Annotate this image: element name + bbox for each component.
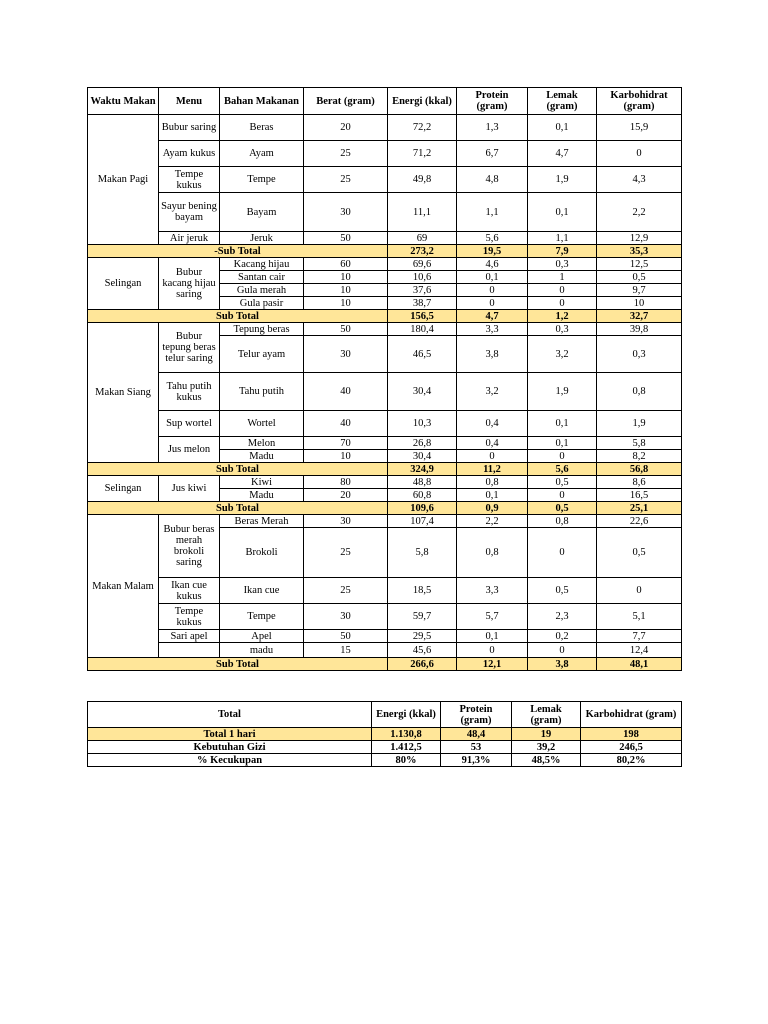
summary-karbo: 246,5 (581, 741, 682, 754)
summary-header-protein: Protein (gram) (441, 702, 512, 728)
protein-cell: 0,1 (457, 271, 528, 284)
lemak-cell: 0,1 (528, 411, 597, 437)
karbo-cell: 0,5 (597, 528, 682, 578)
subtotal-row (88, 310, 682, 323)
karbo-cell: 7,7 (597, 630, 682, 643)
energi-cell: 10,3 (388, 411, 457, 437)
berat-cell: 25 (304, 578, 388, 604)
waktu-cell: Selingan (88, 258, 159, 310)
menu-table (87, 87, 682, 671)
berat-cell: 10 (304, 271, 388, 284)
header-bahan: Bahan Makanan (220, 88, 304, 115)
bahan-cell: Madu (220, 489, 304, 502)
summary-label: Kebutuhan Gizi (88, 741, 372, 754)
summary-energi: 80% (372, 754, 441, 767)
table-row (88, 411, 682, 437)
berat-cell: 25 (304, 141, 388, 167)
summary-energi: 1.130,8 (372, 728, 441, 741)
summary-label: Total 1 hari (88, 728, 372, 741)
energi-cell: 59,7 (388, 604, 457, 630)
summary-header-karbo: Karbohidrat (gram) (581, 702, 682, 728)
protein-cell: 5,7 (457, 604, 528, 630)
energi-cell: 10,6 (388, 271, 457, 284)
karbo-cell: 10 (597, 297, 682, 310)
menu-cell (159, 643, 220, 658)
karbo-cell: 0,5 (597, 271, 682, 284)
berat-cell: 30 (304, 336, 388, 373)
summary-header-lemak: Lemak (gram) (512, 702, 581, 728)
menu-cell: Tempe kukus (159, 167, 220, 193)
berat-cell: 10 (304, 450, 388, 463)
subtotal-row (88, 658, 682, 671)
menu-cell: Sayur bening bayam (159, 193, 220, 232)
subtotal-row (88, 245, 682, 258)
header-waktu: Waktu Makan (88, 88, 159, 115)
subtotal-karbo: 35,3 (597, 245, 682, 258)
subtotal-karbo: 32,7 (597, 310, 682, 323)
protein-cell: 2,2 (457, 515, 528, 528)
protein-cell: 3,3 (457, 578, 528, 604)
lemak-cell: 1,9 (528, 167, 597, 193)
table-row (88, 643, 682, 658)
berat-cell: 60 (304, 258, 388, 271)
energi-cell: 60,8 (388, 489, 457, 502)
energi-cell: 30,4 (388, 450, 457, 463)
karbo-cell: 12,5 (597, 258, 682, 271)
subtotal-lemak: 0,5 (528, 502, 597, 515)
subtotal-energi: 324,9 (388, 463, 457, 476)
berat-cell: 50 (304, 630, 388, 643)
subtotal-label: -Sub Total (88, 245, 388, 258)
energi-cell: 26,8 (388, 437, 457, 450)
summary-energi: 1.412,5 (372, 741, 441, 754)
menu-cell: Sup wortel (159, 411, 220, 437)
lemak-cell: 3,2 (528, 336, 597, 373)
berat-cell: 40 (304, 411, 388, 437)
summary-row-total (88, 728, 682, 741)
table-row (88, 373, 682, 411)
energi-cell: 30,4 (388, 373, 457, 411)
karbo-cell: 12,4 (597, 643, 682, 658)
berat-cell: 70 (304, 437, 388, 450)
karbo-cell: 4,3 (597, 167, 682, 193)
lemak-cell: 0,2 (528, 630, 597, 643)
protein-cell: 5,6 (457, 232, 528, 245)
subtotal-protein: 4,7 (457, 310, 528, 323)
waktu-cell: Selingan (88, 476, 159, 502)
lemak-cell: 0,5 (528, 578, 597, 604)
bahan-cell: Gula merah (220, 284, 304, 297)
header-karbo: Karbohidrat (gram) (597, 88, 682, 115)
lemak-cell: 1 (528, 271, 597, 284)
protein-cell: 0,4 (457, 437, 528, 450)
subtotal-karbo: 25,1 (597, 502, 682, 515)
menu-cell: Sari apel (159, 630, 220, 643)
energi-cell: 29,5 (388, 630, 457, 643)
energi-cell: 71,2 (388, 141, 457, 167)
subtotal-karbo: 48,1 (597, 658, 682, 671)
bahan-cell: Tempe (220, 604, 304, 630)
protein-cell: 0,1 (457, 489, 528, 502)
menu-cell: Tempe kukus (159, 604, 220, 630)
lemak-cell: 0 (528, 489, 597, 502)
karbo-cell: 0,8 (597, 373, 682, 411)
energi-cell: 69 (388, 232, 457, 245)
bahan-cell: Brokoli (220, 528, 304, 578)
protein-cell: 6,7 (457, 141, 528, 167)
bahan-cell: Tempe (220, 167, 304, 193)
lemak-cell: 0 (528, 284, 597, 297)
table-row (88, 604, 682, 630)
subtotal-energi: 156,5 (388, 310, 457, 323)
energi-cell: 18,5 (388, 578, 457, 604)
berat-cell: 15 (304, 643, 388, 658)
protein-cell: 4,8 (457, 167, 528, 193)
table-row (88, 115, 682, 141)
summary-lemak: 39,2 (512, 741, 581, 754)
menu-cell: Ikan cue kukus (159, 578, 220, 604)
protein-cell: 0 (457, 643, 528, 658)
table-row (88, 193, 682, 232)
karbo-cell: 0 (597, 578, 682, 604)
protein-cell: 0 (457, 284, 528, 297)
subtotal-lemak: 3,8 (528, 658, 597, 671)
berat-cell: 25 (304, 528, 388, 578)
menu-cell: Bubur tepung beras telur saring (159, 323, 220, 373)
berat-cell: 25 (304, 167, 388, 193)
berat-cell: 10 (304, 297, 388, 310)
menu-cell: Ayam kukus (159, 141, 220, 167)
summary-header-row (88, 702, 682, 728)
energi-cell: 48,8 (388, 476, 457, 489)
summary-protein: 53 (441, 741, 512, 754)
menu-cell: Jus melon (159, 437, 220, 463)
table-row (88, 437, 682, 450)
lemak-cell: 0,5 (528, 476, 597, 489)
berat-cell: 50 (304, 323, 388, 336)
karbo-cell: 15,9 (597, 115, 682, 141)
energi-cell: 37,6 (388, 284, 457, 297)
karbo-cell: 2,2 (597, 193, 682, 232)
energi-cell: 45,6 (388, 643, 457, 658)
protein-cell: 3,8 (457, 336, 528, 373)
header-berat: Berat (gram) (304, 88, 388, 115)
subtotal-label: Sub Total (88, 310, 388, 323)
energi-cell: 107,4 (388, 515, 457, 528)
subtotal-protein: 12,1 (457, 658, 528, 671)
protein-cell: 4,6 (457, 258, 528, 271)
bahan-cell: madu (220, 643, 304, 658)
energi-cell: 49,8 (388, 167, 457, 193)
subtotal-lemak: 7,9 (528, 245, 597, 258)
header-protein: Protein (gram) (457, 88, 528, 115)
protein-cell: 3,2 (457, 373, 528, 411)
table-row (88, 630, 682, 643)
karbo-cell: 0 (597, 141, 682, 167)
bahan-cell: Wortel (220, 411, 304, 437)
subtotal-energi: 109,6 (388, 502, 457, 515)
lemak-cell: 0 (528, 297, 597, 310)
bahan-cell: Kiwi (220, 476, 304, 489)
summary-row-kebutuhan (88, 741, 682, 754)
lemak-cell: 0 (528, 643, 597, 658)
subtotal-lemak: 5,6 (528, 463, 597, 476)
table-row (88, 258, 682, 271)
karbo-cell: 5,8 (597, 437, 682, 450)
energi-cell: 5,8 (388, 528, 457, 578)
subtotal-label: Sub Total (88, 502, 388, 515)
berat-cell: 40 (304, 373, 388, 411)
protein-cell: 0,8 (457, 476, 528, 489)
summary-table (87, 701, 682, 767)
energi-cell: 11,1 (388, 193, 457, 232)
summary-karbo: 80,2% (581, 754, 682, 767)
karbo-cell: 16,5 (597, 489, 682, 502)
summary-header-total: Total (88, 702, 372, 728)
berat-cell: 30 (304, 604, 388, 630)
lemak-cell: 0 (528, 528, 597, 578)
header-lemak: Lemak (gram) (528, 88, 597, 115)
table-row (88, 476, 682, 489)
energi-cell: 46,5 (388, 336, 457, 373)
waktu-cell: Makan Malam (88, 515, 159, 658)
subtotal-protein: 11,2 (457, 463, 528, 476)
menu-cell: Bubur saring (159, 115, 220, 141)
table-row (88, 578, 682, 604)
summary-lemak: 48,5% (512, 754, 581, 767)
summary-row-kecukupan (88, 754, 682, 767)
bahan-cell: Tepung beras (220, 323, 304, 336)
header-row (88, 88, 682, 115)
protein-cell: 0 (457, 450, 528, 463)
bahan-cell: Gula pasir (220, 297, 304, 310)
menu-cell: Bubur kacang hijau saring (159, 258, 220, 310)
energi-cell: 38,7 (388, 297, 457, 310)
summary-header-energi: Energi (kkal) (372, 702, 441, 728)
menu-cell: Bubur beras merah brokoli saring (159, 515, 220, 578)
protein-cell: 0,8 (457, 528, 528, 578)
karbo-cell: 12,9 (597, 232, 682, 245)
karbo-cell: 5,1 (597, 604, 682, 630)
header-energi: Energi (kkal) (388, 88, 457, 115)
bahan-cell: Melon (220, 437, 304, 450)
waktu-cell: Makan Pagi (88, 115, 159, 245)
menu-cell: Air jeruk (159, 232, 220, 245)
summary-label: % Kecukupan (88, 754, 372, 767)
protein-cell: 1,1 (457, 193, 528, 232)
lemak-cell: 2,3 (528, 604, 597, 630)
lemak-cell: 0,3 (528, 258, 597, 271)
protein-cell: 1,3 (457, 115, 528, 141)
energi-cell: 69,6 (388, 258, 457, 271)
berat-cell: 50 (304, 232, 388, 245)
subtotal-protein: 0,9 (457, 502, 528, 515)
bahan-cell: Beras (220, 115, 304, 141)
header-menu: Menu (159, 88, 220, 115)
subtotal-lemak: 1,2 (528, 310, 597, 323)
bahan-cell: Jeruk (220, 232, 304, 245)
bahan-cell: Santan cair (220, 271, 304, 284)
berat-cell: 30 (304, 515, 388, 528)
bahan-cell: Apel (220, 630, 304, 643)
summary-lemak: 19 (512, 728, 581, 741)
protein-cell: 3,3 (457, 323, 528, 336)
subtotal-energi: 273,2 (388, 245, 457, 258)
karbo-cell: 8,6 (597, 476, 682, 489)
bahan-cell: Madu (220, 450, 304, 463)
protein-cell: 0 (457, 297, 528, 310)
subtotal-protein: 19,5 (457, 245, 528, 258)
lemak-cell: 1,9 (528, 373, 597, 411)
waktu-cell: Makan Siang (88, 323, 159, 463)
summary-protein: 91,3% (441, 754, 512, 767)
energi-cell: 180,4 (388, 323, 457, 336)
berat-cell: 20 (304, 115, 388, 141)
lemak-cell: 0,1 (528, 437, 597, 450)
table-row (88, 515, 682, 528)
lemak-cell: 1,1 (528, 232, 597, 245)
karbo-cell: 1,9 (597, 411, 682, 437)
menu-cell: Jus kiwi (159, 476, 220, 502)
bahan-cell: Beras Merah (220, 515, 304, 528)
summary-protein: 48,4 (441, 728, 512, 741)
subtotal-karbo: 56,8 (597, 463, 682, 476)
karbo-cell: 22,6 (597, 515, 682, 528)
berat-cell: 30 (304, 193, 388, 232)
lemak-cell: 0,1 (528, 193, 597, 232)
subtotal-row (88, 502, 682, 515)
subtotal-label: Sub Total (88, 658, 388, 671)
protein-cell: 0,4 (457, 411, 528, 437)
bahan-cell: Bayam (220, 193, 304, 232)
energi-cell: 72,2 (388, 115, 457, 141)
protein-cell: 0,1 (457, 630, 528, 643)
table-row (88, 232, 682, 245)
lemak-cell: 4,7 (528, 141, 597, 167)
lemak-cell: 0,1 (528, 115, 597, 141)
bahan-cell: Tahu putih (220, 373, 304, 411)
karbo-cell: 39,8 (597, 323, 682, 336)
table-row (88, 141, 682, 167)
subtotal-row (88, 463, 682, 476)
berat-cell: 80 (304, 476, 388, 489)
table-row (88, 167, 682, 193)
bahan-cell: Ayam (220, 141, 304, 167)
lemak-cell: 0,8 (528, 515, 597, 528)
karbo-cell: 9,7 (597, 284, 682, 297)
karbo-cell: 0,3 (597, 336, 682, 373)
menu-cell: Tahu putih kukus (159, 373, 220, 411)
berat-cell: 10 (304, 284, 388, 297)
bahan-cell: Kacang hijau (220, 258, 304, 271)
lemak-cell: 0,3 (528, 323, 597, 336)
summary-karbo: 198 (581, 728, 682, 741)
subtotal-label: Sub Total (88, 463, 388, 476)
bahan-cell: Telur ayam (220, 336, 304, 373)
berat-cell: 20 (304, 489, 388, 502)
karbo-cell: 8,2 (597, 450, 682, 463)
table-row (88, 323, 682, 336)
bahan-cell: Ikan cue (220, 578, 304, 604)
subtotal-energi: 266,6 (388, 658, 457, 671)
lemak-cell: 0 (528, 450, 597, 463)
